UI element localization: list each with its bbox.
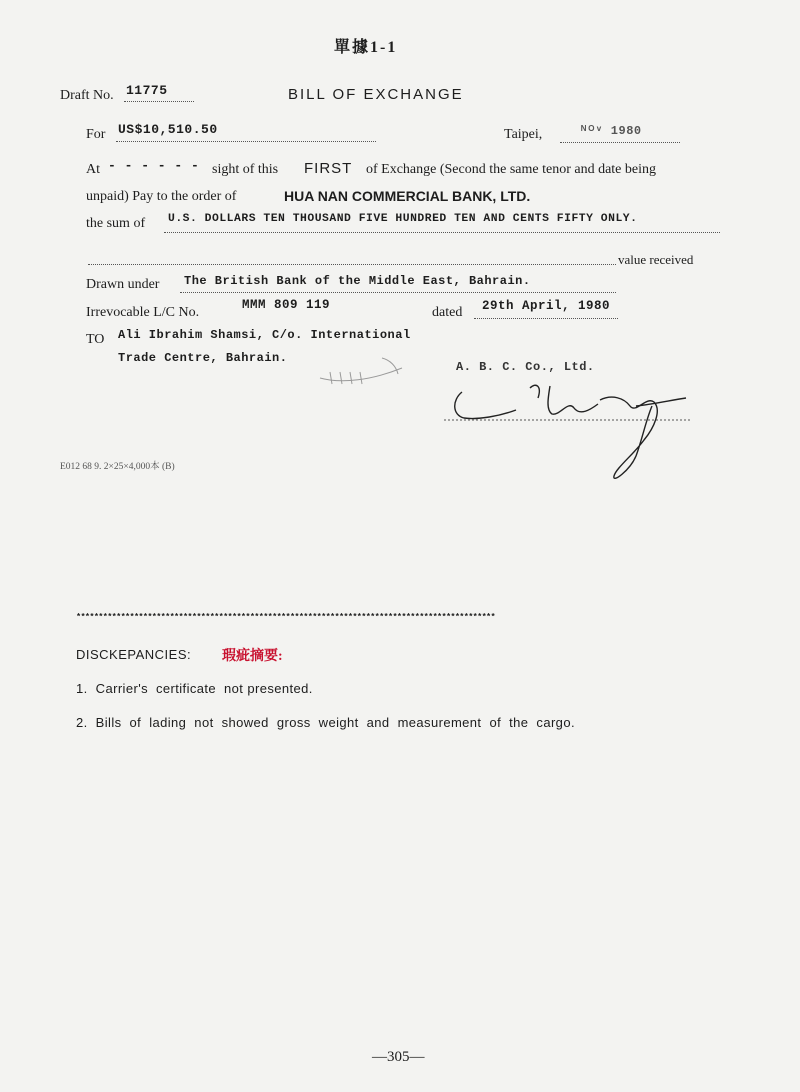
addressee-line-2: Trade Centre, Bahrain. xyxy=(118,351,288,365)
at-label: At xyxy=(86,162,100,177)
to-label: TO xyxy=(86,332,105,347)
dated-value: 29th April, 1980 xyxy=(482,299,611,313)
lc-number-label: Irrevocable L/C No. xyxy=(86,305,200,320)
draft-number-line xyxy=(124,101,194,102)
for-label: For xyxy=(86,127,106,142)
amount-line xyxy=(116,141,376,142)
reference-label: 單據1-1 xyxy=(334,39,398,56)
discrepancy-item: 1. Carrier's certificate not presented. xyxy=(76,681,313,696)
draft-number-value: 11775 xyxy=(126,83,168,98)
value-line xyxy=(88,264,616,265)
drawer-name: A. B. C. Co., Ltd. xyxy=(456,360,595,374)
first-text: FIRST xyxy=(304,160,353,177)
discrepancies-label-chinese: 瑕疵摘要: xyxy=(222,649,283,664)
page-number: —305— xyxy=(372,1049,425,1065)
lc-number-value: MMM 809 119 xyxy=(242,298,331,312)
form-code: E012 68 9. 2×25×4,000本 (B) xyxy=(60,462,175,472)
signature-graphic xyxy=(440,370,720,485)
sight-text: sight of this xyxy=(212,162,279,177)
payee-name: HUA NAN COMMERCIAL BANK, LTD. xyxy=(284,188,531,204)
document-title: BILL OF EXCHANGE xyxy=(288,86,464,103)
exchange-text: of Exchange (Second the same tenor and date being xyxy=(366,162,657,177)
addressee-line-1: Ali Ibrahim Shamsi, C/o. International xyxy=(118,328,411,342)
dated-label: dated xyxy=(432,305,463,320)
drawn-under-label: Drawn under xyxy=(86,277,160,292)
date-line xyxy=(560,142,680,143)
drawn-under-line xyxy=(180,292,616,293)
place-label: Taipei, xyxy=(504,127,543,142)
unpaid-text: unpaid) Pay to the order of xyxy=(86,189,237,204)
amount-figure: US$10,510.50 xyxy=(118,122,218,137)
date-stamp: ᴺᴼᵛ 1980 xyxy=(580,124,642,138)
sum-line xyxy=(164,232,720,233)
dated-line xyxy=(474,318,618,319)
draft-number-label: Draft No. xyxy=(60,88,114,103)
sum-label: the sum of xyxy=(86,216,146,231)
sum-in-words: U.S. DOLLARS TEN THOUSAND FIVE HUNDRED TEN AND CENTS FIFTY ONLY. xyxy=(168,213,638,225)
discrepancy-item: 2. Bills of lading not showed gross weight and measurement of the cargo. xyxy=(76,715,575,730)
discrepancies-label: DISCKEPANCIES: xyxy=(76,647,192,662)
drawn-under-value: The British Bank of the Middle East, Bahrain. xyxy=(184,274,531,288)
asterisk-separator: ********************************************************************************************** xyxy=(76,612,495,622)
tenor-dashes: - - - - - - xyxy=(108,158,200,173)
value-received-text: value received xyxy=(618,252,694,267)
faint-stamp-graphic xyxy=(312,350,412,390)
